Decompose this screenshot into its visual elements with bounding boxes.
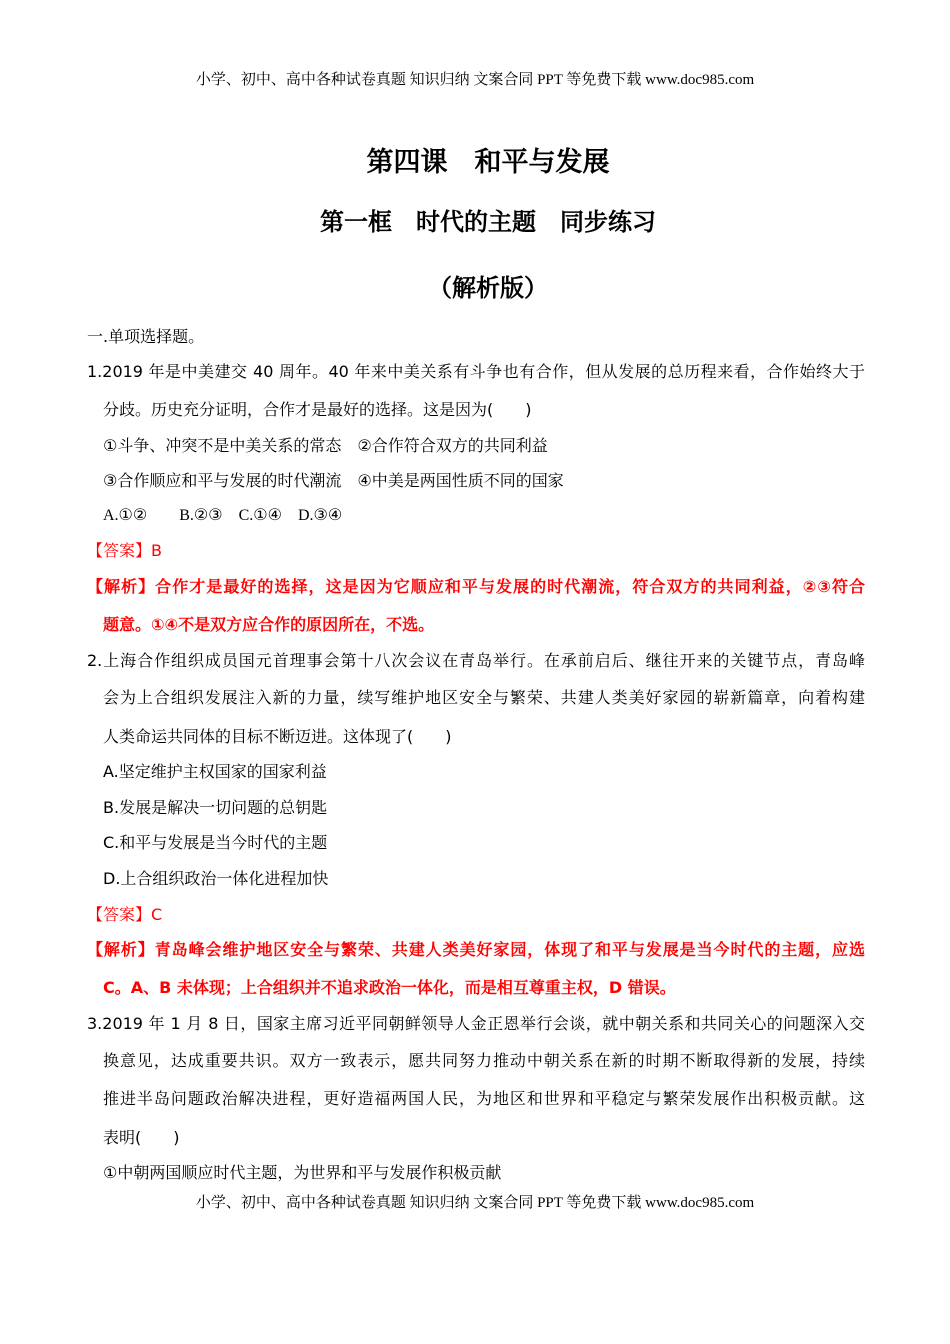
edition-label: （解析版） (428, 274, 548, 302)
question-3-line: 换意见，达成重要共识。双方一致表示，愿共同努力推动中朝关系在新的时期不断取得新的发展，持续 (103, 1051, 865, 1070)
question-3-line: 表明( ) (103, 1128, 180, 1147)
question-2-line: 人类命运共同体的目标不断迈进。这体现了( ) (103, 727, 452, 746)
question-1-item: ③合作顺应和平与发展的时代潮流 ④中美是两国性质不同的国家 (103, 471, 564, 490)
question-2-line: 2.上海合作组织成员国元首理事会第十八次会议在青岛举行。在承前启后、继往开来的关键节点，青岛峰 (87, 651, 865, 670)
question-2-answer: 【答案】C (87, 905, 163, 924)
question-1-line: 分歧。历史充分证明，合作才是最好的选择。这是因为( ) (103, 400, 532, 419)
section-heading: 一.单项选择题。 (87, 327, 205, 346)
question-2-option: B.发展是解决一切问题的总钥匙 (103, 798, 328, 817)
question-2-option: D.上合组织政治一体化进程加快 (103, 869, 329, 888)
question-2-option: C.和平与发展是当今时代的主题 (103, 833, 328, 852)
section-title: 第一框 时代的主题 同步练习 (320, 208, 656, 236)
question-1-line: 1.2019 年是中美建交 40 周年。40 年来中美关系有斗争也有合作，但从发展的总历程来看，合作始终大于 (87, 362, 865, 381)
question-1-options: A.①② B.②③ C.①④ D.③④ (103, 507, 343, 524)
question-2-analysis: 【解析】青岛峰会维护地区安全与繁荣、共建人类美好家园，体现了和平与发展是当今时代的主题，应选 (87, 940, 865, 959)
question-1-answer: 【答案】B (87, 541, 162, 560)
question-3-line: 推进半岛问题政治解决进程，更好造福两国人民，为地区和世界和平稳定与繁荣发展作出积极贡献。这 (103, 1089, 865, 1108)
lesson-title: 第四课 和平与发展 (366, 147, 610, 178)
question-1-analysis: 题意。①④不是双方应合作的原因所在，不选。 (103, 615, 435, 634)
page-header: 小学、初中、高中各种试卷真题 知识归纳 文案合同 PPT 等免费下载 www.doc985.com (195, 72, 755, 88)
question-2-option: A.坚定维护主权国家的国家利益 (103, 762, 327, 781)
question-2-analysis: C。A、B 未体现；上合组织并不追求政治一体化，而是相互尊重主权，D 错误。 (103, 978, 676, 997)
question-3-item: ①中朝两国顺应时代主题，为世界和平与发展作积极贡献 (103, 1163, 502, 1182)
question-3-line: 3.2019 年 1 月 8 日，国家主席习近平同朝鲜领导人金正恩举行会谈，就中朝关系和共同关心的问题深入交 (87, 1014, 865, 1033)
page-footer: 小学、初中、高中各种试卷真题 知识归纳 文案合同 PPT 等免费下载 www.doc985.com (195, 1195, 755, 1211)
question-1-item: ①斗争、冲突不是中美关系的常态 ②合作符合双方的共同利益 (103, 436, 548, 455)
question-2-line: 会为上合组织发展注入新的力量，续写维护地区安全与繁荣、共建人类美好家园的崭新篇章，向着构建 (103, 688, 865, 707)
question-1-analysis: 【解析】合作才是最好的选择，这是因为它顺应和平与发展的时代潮流，符合双方的共同利益，②③符合 (87, 577, 865, 596)
